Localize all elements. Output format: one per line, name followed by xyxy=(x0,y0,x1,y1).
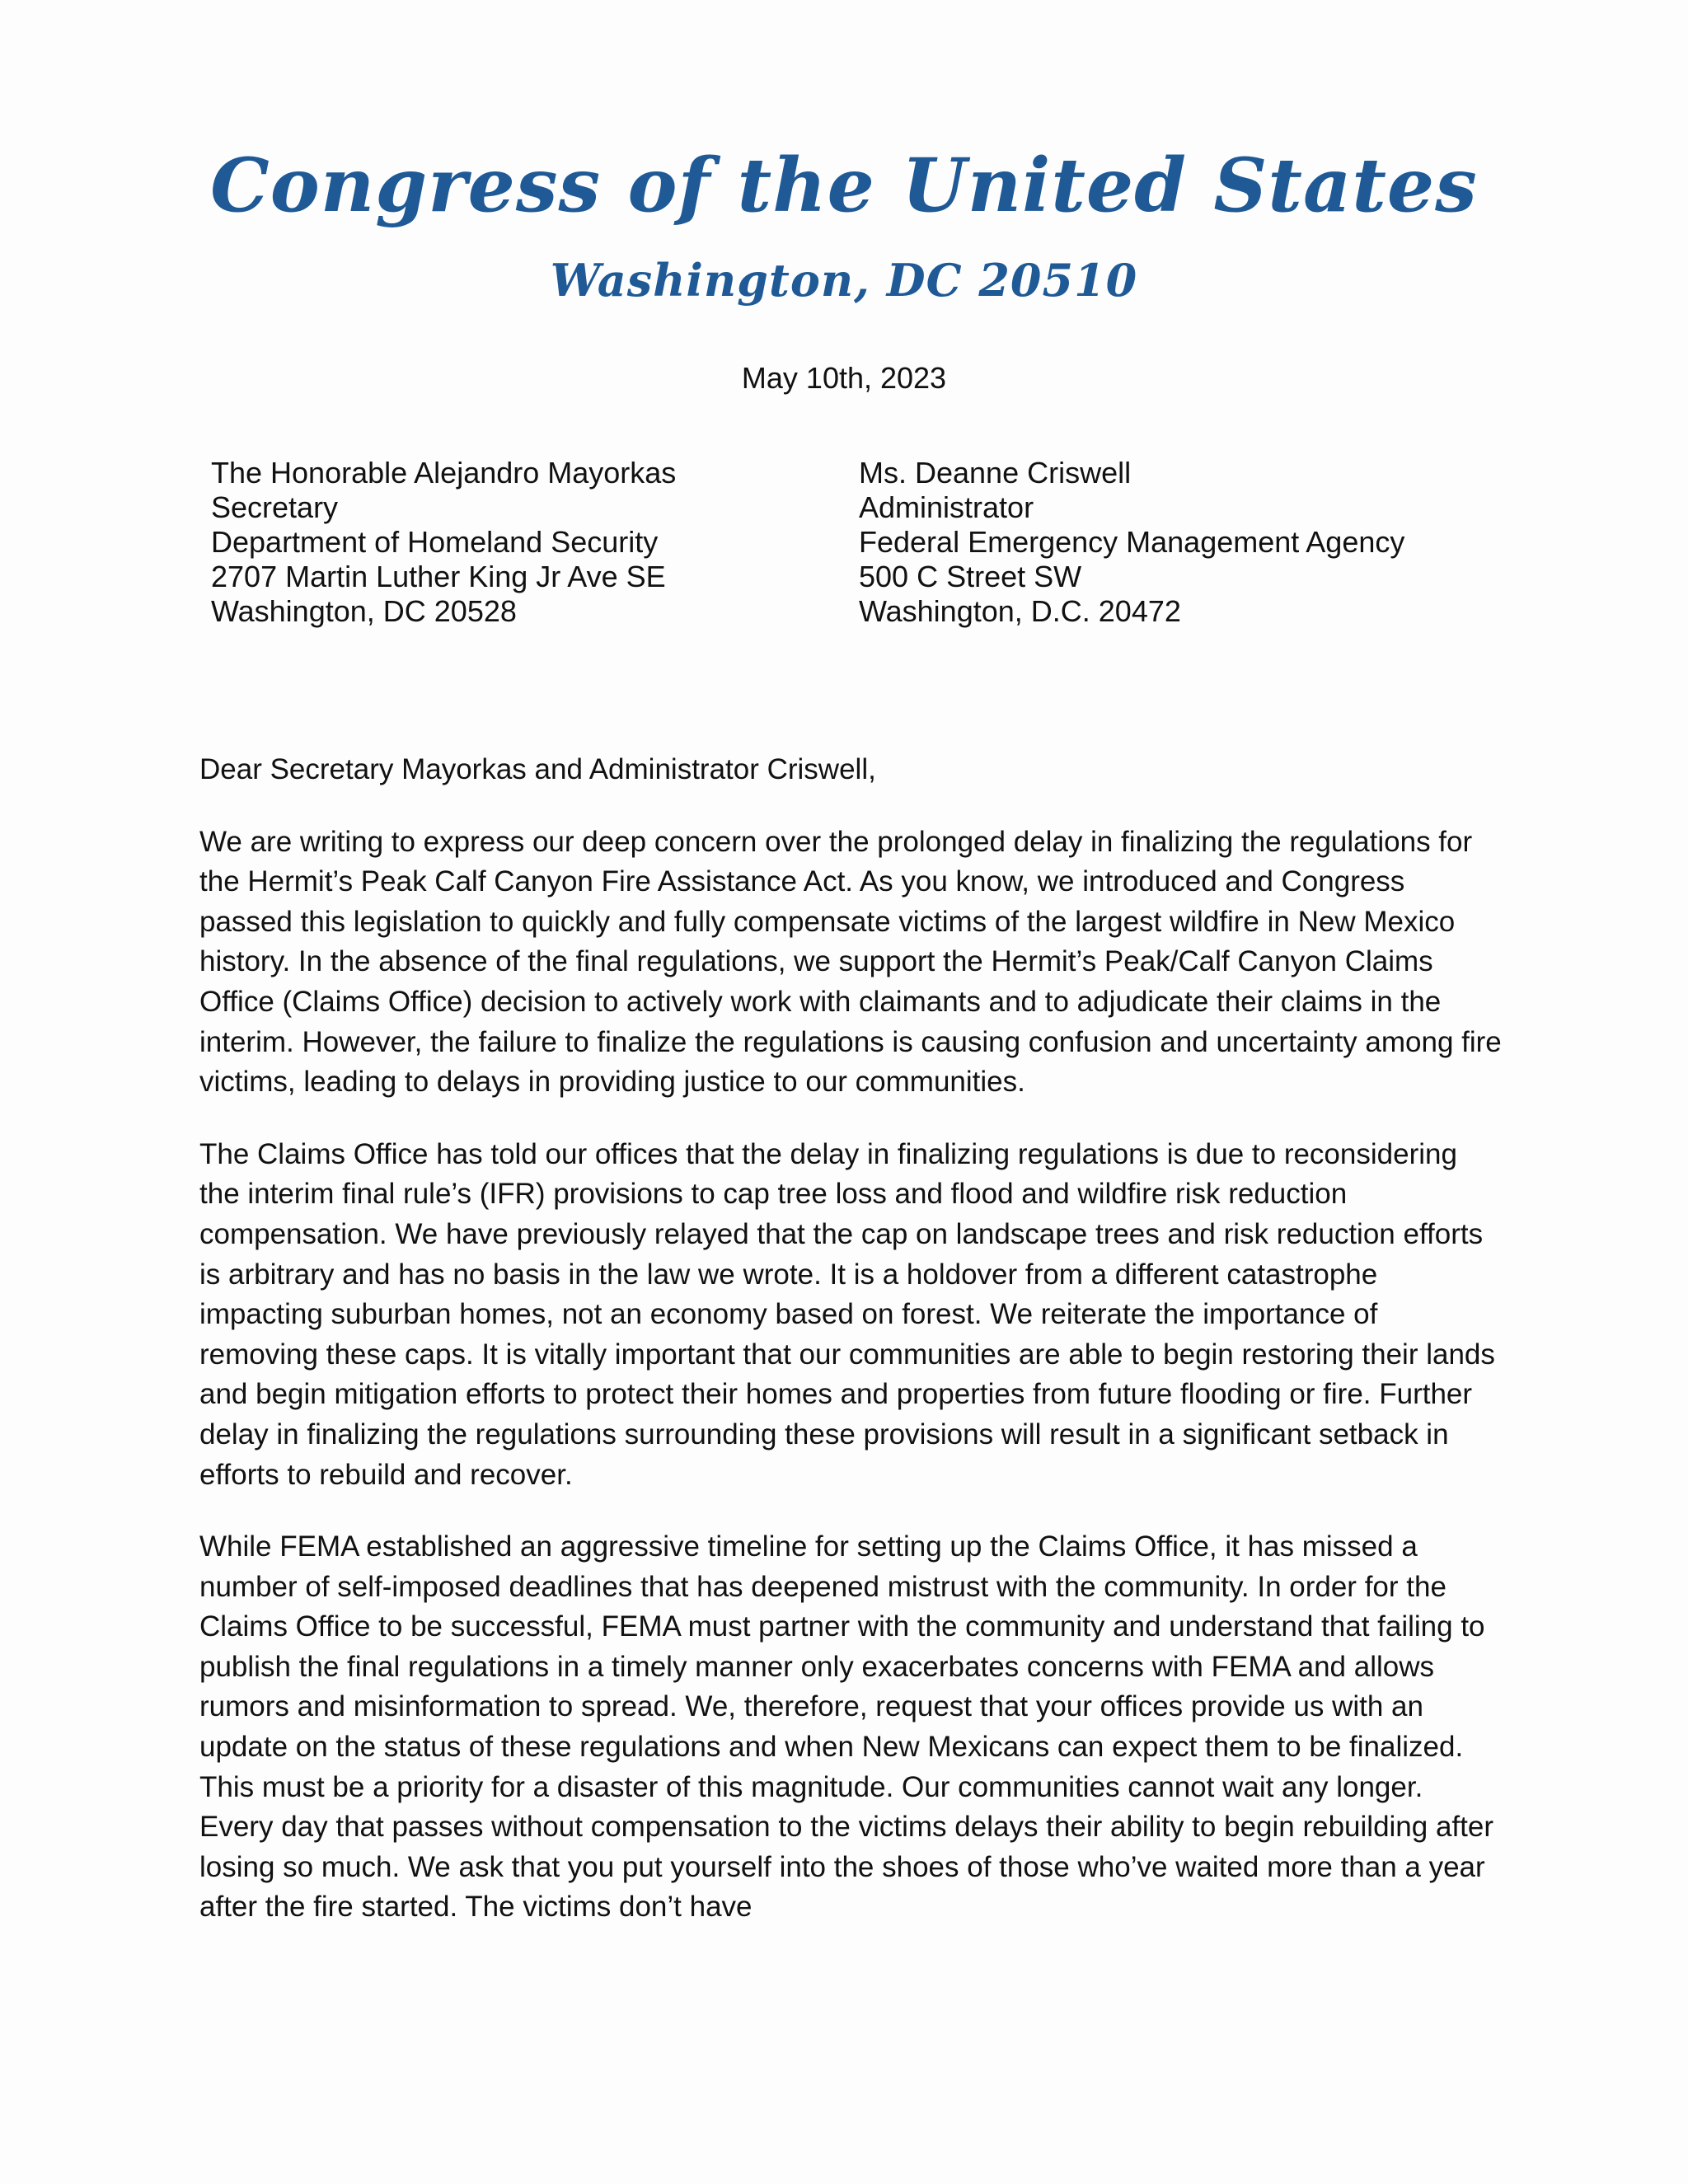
recipient-street: 500 C Street SW xyxy=(859,560,1082,593)
letterhead-subtitle: Washington, DC 20510 xyxy=(550,254,1138,307)
recipient-street: 2707 Martin Luther King Jr Ave SE xyxy=(211,560,666,593)
letter-body xyxy=(199,750,1502,1960)
body-paragraph: While FEMA established an aggressive timeline for setting up the Claims Office, it has missed a number of self-imposed deadlines that has deepened mistrust with the community. In order for the Claims Office to be successful, FEMA must partner with the community and understand that failing to publish the final regulations in a timely manner only exacerbates concerns with FEMA and allows rumors and misinformation to spread. We, therefore, request that your offices provide us with an update on the status of these regulations and when New Mexicans can expect them to be finalized. This must be a priority for a disaster of this magnitude. Our communities cannot wait any longer. Every day that passes without compensation to the victims delays their ability to begin rebuilding after losing so much. We ask that you put yourself into the shoes of those who’ve waited more than a year after the fire started. The victims don’t have xyxy=(199,1530,1493,1924)
recipient-title: Administrator xyxy=(859,490,1034,524)
recipient-city: Washington, D.C. 20472 xyxy=(859,594,1181,628)
letter-date: May 10th, 2023 xyxy=(741,361,947,395)
recipient-name: The Honorable Alejandro Mayorkas xyxy=(211,456,677,490)
salutation: Dear Secretary Mayorkas and Administrator Criswell, xyxy=(199,753,876,785)
recipient-city: Washington, DC 20528 xyxy=(211,594,517,628)
body-paragraph: We are writing to express our deep concern over the prolonged delay in finalizing the regulations for the Hermit’s Peak Calf Canyon Fire Assistance Act. As you know, we introduced and Congress passed this legislation to quickly and fully compensate victims of the largest wildfire in New Mexico history. In the absence of the final regulations, we support the Hermit’s Peak/Calf Canyon Claims Office (Claims Office) decision to actively work with claimants and to adjudicate their claims in the interim. However, the failure to finalize the regulations is causing confusion and uncertainty among fire victims, leading to delays in providing justice to our communities. xyxy=(199,825,1502,1099)
recipient-address-left xyxy=(211,456,676,629)
recipient-organization: Department of Homeland Security xyxy=(211,525,659,559)
recipient-title: Secretary xyxy=(211,490,339,524)
recipient-address-right xyxy=(859,456,1404,629)
body-paragraph: The Claims Office has told our offices that the delay in finalizing regulations is due to reconsidering the interim final rule’s (IFR) provisions to cap tree loss and flood and wildfire risk reduction compensation. We have previously relayed that the cap on landscape trees and risk reduction efforts is arbitrary and has no basis in the law we wrote. It is a holdover from a different catastrophe impacting suburban homes, not an economy based on forest. We reiterate the importance of removing these caps. It is vitally important that our communities are able to begin restoring their lands and begin mitigation efforts to protect their homes and properties from future flooding or fire. Further delay in finalizing the regulations surrounding these provisions will result in a significant setback in efforts to rebuild and recover. xyxy=(199,1137,1495,1491)
letterhead-title: Congress of the United States xyxy=(210,142,1478,229)
recipient-organization: Federal Emergency Management Agency xyxy=(859,525,1405,559)
letterhead xyxy=(0,124,1688,313)
recipient-name: Ms. Deanne Criswell xyxy=(859,456,1132,490)
